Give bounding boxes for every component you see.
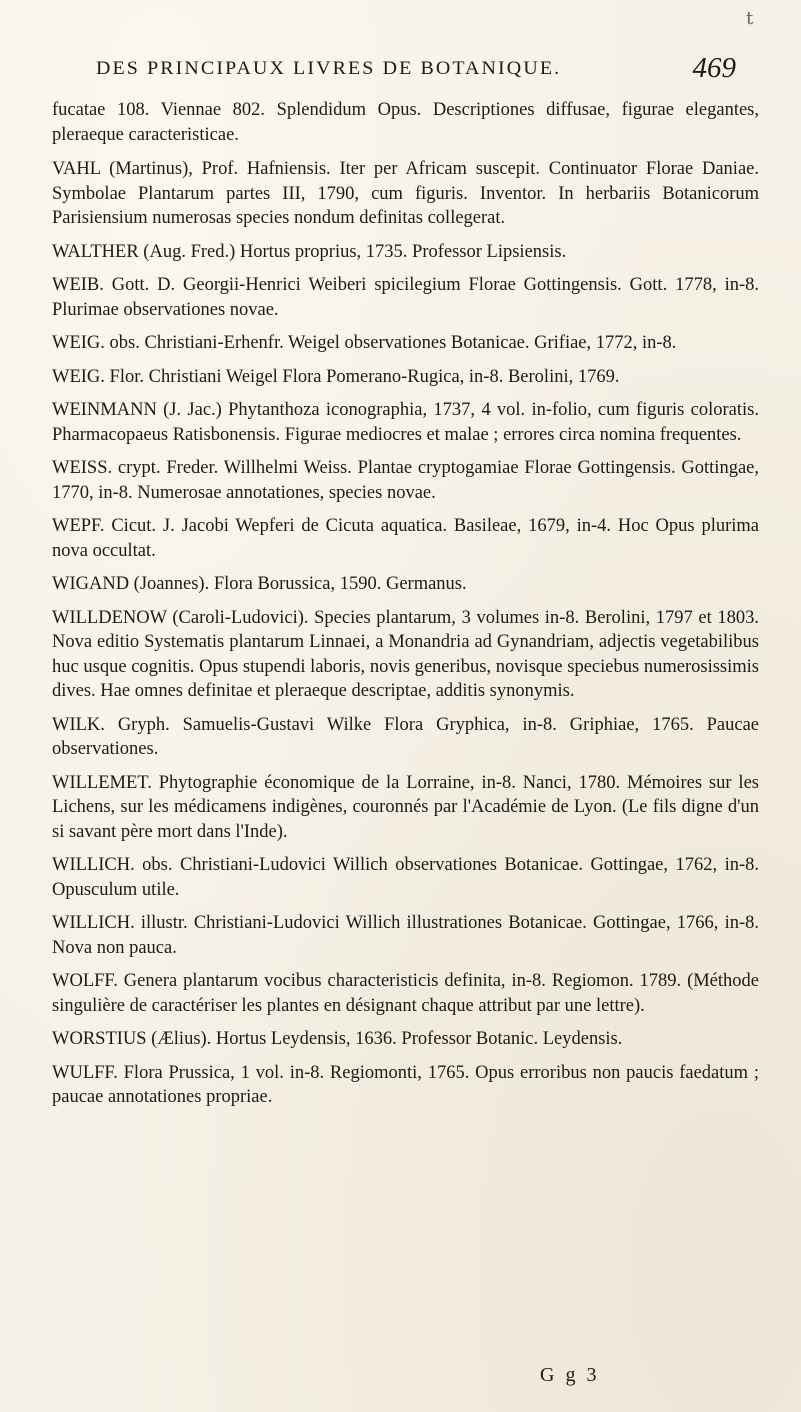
entry-weiss: WEISS. crypt. Freder. Willhelmi Weiss. Plantae cryptogamiae Florae Gottingensis. Gottingae, 1770, in-8. Numerosae annotationes, species novae. <box>52 458 759 503</box>
entry-wolff: WOLFF. Genera plantarum vocibus characteristicis definita, in-8. Regiomon. 1789. (Méthode singulière de caractériser les plantes en désignant chaque attribut par une lettre). <box>52 971 759 1016</box>
entry-weib: WEIB. Gott. D. Georgii-Henrici Weiberi spicilegium Florae Gottingensis. Gott. 1778, in-8. Plurimae observationes novae. <box>52 275 759 320</box>
entry-vahl: VAHL (Martinus), Prof. Hafniensis. Iter per Africam suscepit. Continuator Florae Daniae. Symbolae Plantarum partes III, 1790, cum figuris. Inventor. In herbariis Botanicorum Parisiensium numerosas species nondum definitas collegerat. <box>52 159 759 228</box>
corner-mark: t <box>746 8 754 29</box>
entry-wepf: WEPF. Cicut. J. Jacobi Wepferi de Cicuta aquatica. Basileae, 1679, in-4. Hoc Opus plurima nova occultat. <box>52 516 759 561</box>
entry-wigand: WIGAND (Joannes). Flora Borussica, 1590. Germanus. <box>52 574 467 594</box>
bibliography-entries <box>52 98 759 1119</box>
running-head <box>96 52 736 98</box>
entry-willich-obs: WILLICH. obs. Christiani-Ludovici Willich observationes Botanicae. Gottingae, 1762, in-8. Opusculum utile. <box>52 855 759 900</box>
signature-mark: G g 3 <box>540 1364 600 1386</box>
entry-wilk: WILK. Gryph. Samuelis-Gustavi Wilke Flora Gryphica, in-8. Griphiae, 1765. Paucae observationes. <box>52 714 759 759</box>
entry-willdenow: WILLDENOW (Caroli-Ludovici). Species plantarum, 3 volumes in-8. Berolini, 1797 et 1803. Nova editio Systematis plantarum Linnaei, a Monandria ad Gynandriam, adjectis vegetabilibus huc usque cognitis. Opus stupendi laboris, novis generibus, novisque speciebus numerosissimis dives. Hae omnes definitae et pleraeque descriptae, additis synonymis. <box>52 607 759 701</box>
page-number: 469 <box>692 52 736 84</box>
entry-willemet: WILLEMET. Phytographie économique de la Lorraine, in-8. Nanci, 1780. Mémoires sur les Lichens, sur les médicamens indigènes, couronnés par l'Académie de Lyon. (Le fils digne d'un si savant père mort dans l'Inde). <box>52 772 759 842</box>
entry-weinmann: WEINMANN (J. Jac.) Phytanthoza iconographia, 1737, 4 vol. in-folio, cum figuris coloratis. Pharmacopaeus Ratisbonensis. Figurae mediocres et malae ; errores circa nomina frequentes. <box>52 400 759 445</box>
entry-fucatae: fucatae 108. Viennae 802. Splendidum Opus. Descriptiones diffusae, figurae elegantes, pleraeque caracteristicae. <box>52 100 759 145</box>
entry-wulff: WULFF. Flora Prussica, 1 vol. in-8. Regiomonti, 1765. Opus erroribus non paucis faedatum ; paucae annotationes propriae. <box>52 1062 759 1107</box>
entry-walther: WALTHER (Aug. Fred.) Hortus proprius, 1735. Professor Lipsiensis. <box>52 241 567 262</box>
entry-weig-obs: WEIG. obs. Christiani-Erhenfr. Weigel observationes Botanicae. Grifiae, 1772, in-8. <box>52 333 677 353</box>
entry-willich-illustr: WILLICH. illustr. Christiani-Ludovici Willich illustrationes Botanicae. Gottingae, 1766, in-8. Nova non pauca. <box>52 913 759 958</box>
running-head-title: DES PRINCIPAUX LIVRES DE BOTANIQUE. <box>96 58 562 79</box>
entry-worstius: WORSTIUS (Ælius). Hortus Leydensis, 1636. Professor Botanic. Leydensis. <box>52 1029 623 1049</box>
entry-weig-flor: WEIG. Flor. Christiani Weigel Flora Pomerano-Rugica, in-8. Berolini, 1769. <box>52 366 620 387</box>
